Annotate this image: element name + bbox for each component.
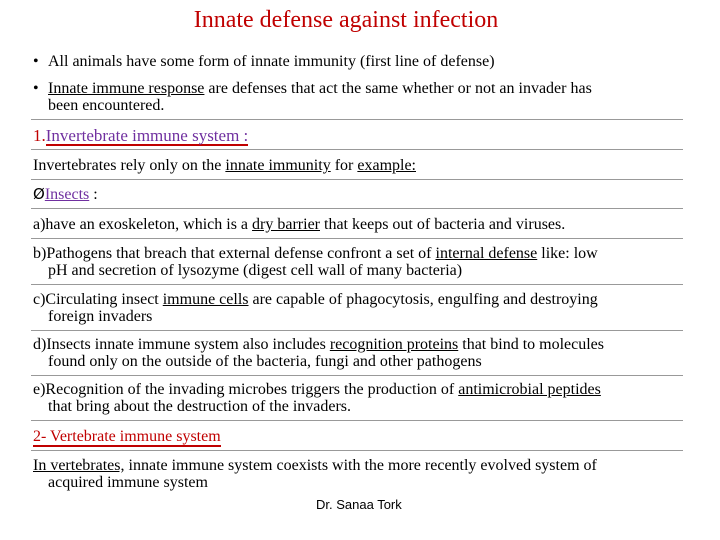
insects-colon: : xyxy=(89,186,98,203)
bullet-dot: • xyxy=(33,53,39,70)
point-e-continued: that bring about the destruction of the invaders. xyxy=(48,398,352,415)
divider xyxy=(31,330,683,331)
divider xyxy=(31,119,683,120)
divider xyxy=(31,238,683,239)
recognition-proteins-term: recognition proteins xyxy=(329,336,459,353)
insects-label: Insects xyxy=(44,186,90,203)
innate-immune-response-term: Innate immune response xyxy=(48,80,205,97)
bullet-dot: • xyxy=(33,80,39,97)
heading-vertebrate xyxy=(33,428,221,447)
bullet-1 xyxy=(48,53,495,70)
point-a xyxy=(33,216,565,233)
in-vertebrates-term: In vertebrates, xyxy=(33,457,125,474)
dry-barrier-term: dry barrier xyxy=(252,216,320,233)
invertebrates-paragraph xyxy=(33,157,416,174)
p1-text-a: Invertebrates rely only on the xyxy=(33,157,226,174)
point-c xyxy=(33,291,598,308)
point-c-continued: foreign invaders xyxy=(48,308,153,325)
antimicrobial-peptides-term: antimicrobial peptides xyxy=(458,381,601,398)
arrow-bullet-icon: Ø xyxy=(33,185,45,203)
divider xyxy=(31,284,683,285)
divider xyxy=(31,149,683,150)
point-b-text: b)Pathogens that breach that external defense confront a set of xyxy=(33,245,436,262)
divider xyxy=(31,375,683,376)
p2-text: innate immune system coexists with the more recently evolved system of xyxy=(124,457,597,474)
insects-heading xyxy=(33,186,98,203)
slide-title: Innate defense against infection xyxy=(193,7,499,33)
p1-text-b: for xyxy=(330,157,358,174)
bullet-1-text: All animals have some form of innate immunity (first line of defense) xyxy=(48,53,495,70)
divider xyxy=(31,420,683,421)
bullet-2-text: are defenses that act the same whether or not an invader has xyxy=(204,80,592,97)
bullet-2-continued: been encountered. xyxy=(48,97,165,114)
heading-1-number: 1. xyxy=(33,126,46,145)
immune-cells-term: immune cells xyxy=(162,291,249,308)
point-e-text: e)Recognition of the invading microbes triggers the production of xyxy=(33,381,459,398)
point-d xyxy=(33,336,604,353)
point-b xyxy=(33,245,598,262)
heading-invertebrate xyxy=(33,127,248,146)
heading-1-text: Invertebrate immune system : xyxy=(45,126,249,145)
point-d-text: d)Insects innate immune system also includes xyxy=(33,336,330,353)
internal-defense-term: internal defense xyxy=(435,245,538,262)
point-a-text-end: that keeps out of bacteria and viruses. xyxy=(320,216,566,233)
point-b-text-end: like: low xyxy=(537,245,598,262)
point-e xyxy=(33,381,601,398)
innate-immunity-term: innate immunity xyxy=(225,157,331,174)
point-c-text: c)Circulating insect xyxy=(33,291,163,308)
point-c-text-end: are capable of phagocytosis, engulfing and destroying xyxy=(248,291,598,308)
point-d-text-end: that bind to molecules xyxy=(458,336,604,353)
divider xyxy=(31,208,683,209)
divider xyxy=(31,450,683,451)
point-d-continued: found only on the outside of the bacteria, fungi and other pathogens xyxy=(48,353,482,370)
vertebrates-paragraph xyxy=(33,457,597,474)
point-a-text: a)have an exoskeleton, which is a xyxy=(33,216,253,233)
heading-2-text: 2- Vertebrate immune system xyxy=(33,428,221,445)
vertebrates-paragraph-continued: acquired immune system xyxy=(48,474,208,491)
author-footer: Dr. Sanaa Tork xyxy=(316,497,402,512)
point-b-continued: pH and secretion of lysozyme (digest cell wall of many bacteria) xyxy=(48,262,463,279)
example-term: example: xyxy=(357,157,416,174)
divider xyxy=(31,179,683,180)
bullet-2 xyxy=(48,80,592,97)
